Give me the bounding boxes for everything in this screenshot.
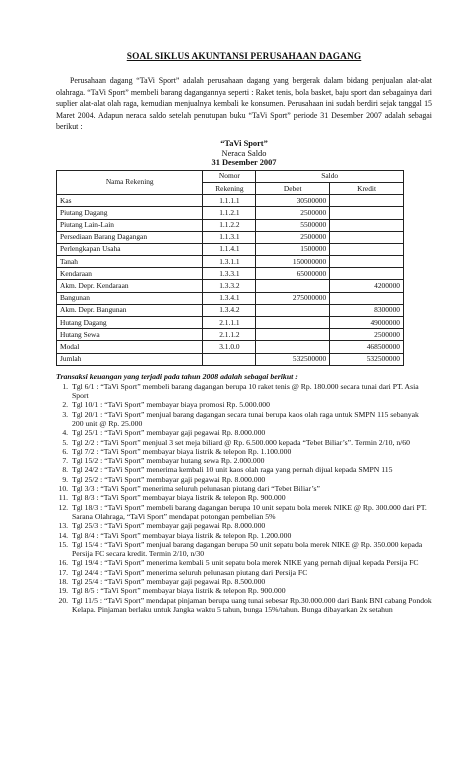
cell-debet: 1500000 <box>256 243 330 255</box>
cell-nama: Perlengkapan Usaha <box>57 243 203 255</box>
cell-debet: 150000000 <box>256 256 330 268</box>
statement-date: 31 Desember 2007 <box>211 158 277 168</box>
list-item: 5. Tgl 2/2 : “TaVi Sport” menjual 3 set meja biliard @ Rp. 6.500.000 kepada “Tebet Biliar’s”. Termin 2/10, n/60 <box>70 438 432 447</box>
table-row <box>57 195 404 207</box>
list-item: 13. Tgl 25/3 : “TaVi Sport” membayar gaji pegawai Rp. 8.000.000 <box>70 521 432 530</box>
cell-nama: Modal <box>57 341 203 353</box>
list-item: 19. Tgl 8/5 : “TaVi Sport” membayar biaya listrik & telepon Rp. 900.000 <box>70 586 432 595</box>
table-row <box>57 353 404 365</box>
table-row <box>57 292 404 304</box>
table-row <box>57 231 404 243</box>
cell-debet <box>256 304 330 316</box>
list-item: 3. Tgl 20/1 : “TaVi Sport” menjual barang dagangan secara tunai berupa kaos olah raga untuk SMPN 115 sebanyak 200 unit @ Rp. 25.000 <box>70 410 432 429</box>
statement-title: Neraca Saldo <box>221 148 267 158</box>
transaction-heading: Transaksi keuangan yang terjadi pada tahun 2008 adalah sebagai berikut : <box>56 371 298 381</box>
cell-debet: 30500000 <box>256 195 330 207</box>
cell-nomor: 3.1.0.0 <box>203 341 256 353</box>
list-item: 7. Tgl 15/2 : “TaVi Sport” membayar hutang sewa Rp. 2.000.000 <box>70 456 432 465</box>
cell-nomor: 1.3.4.2 <box>203 304 256 316</box>
list-item: 18. Tgl 25/4 : “TaVi Sport” membayar gaji pegawai Rp. 8.500.000 <box>70 577 432 586</box>
table-row <box>57 317 404 329</box>
table-row <box>57 280 404 292</box>
cell-debet <box>256 341 330 353</box>
table-row <box>57 329 404 341</box>
list-item: 4. Tgl 25/1 : “TaVi Sport” membayar gaji pegawai Rp. 8.000.000 <box>70 428 432 437</box>
table-row <box>57 268 404 280</box>
company-name: “TaVi Sport” <box>220 138 268 148</box>
list-item: 6. Tgl 7/2 : “TaVi Sport” membayar biaya listrik & telepon Rp. 1.100.000 <box>70 447 432 456</box>
cell-kredit: 8300000 <box>330 304 404 316</box>
table-row <box>57 219 404 231</box>
cell-nomor: 1.3.3.2 <box>203 280 256 292</box>
cell-nomor: 1.1.1.1 <box>203 195 256 207</box>
cell-debet <box>256 317 330 329</box>
cell-kredit: 4200000 <box>330 280 404 292</box>
table-body <box>57 195 404 366</box>
cell-nama: Piutang Lain-Lain <box>57 219 203 231</box>
table-row <box>57 207 404 219</box>
list-item: 20. Tgl 11/5 : “TaVi Sport” mendapat pinjaman berupa uang tunai sebesar Rp.30.000.000 dari Bank BNI cabang Pondok Kelapa. Pinjaman berlaku untuk Jangka waktu 5 tahun, bunga 15%/tahun. Bunga dibayarkan 2x setahun <box>70 596 432 615</box>
cell-debet: 2500000 <box>256 231 330 243</box>
cell-nama: Bangunan <box>57 292 203 304</box>
list-item: 15. Tgl 15/4 : “TaVi Sport” menjual barang dagangan berupa 50 unit sepatu bola merek NIKE @ Rp. 350.000 kepada Persija FC secara kredit. Termin 2/10, n/30 <box>70 540 432 559</box>
cell-nomor: 2.1.1.2 <box>203 329 256 341</box>
cell-nomor: 1.3.4.1 <box>203 292 256 304</box>
cell-nomor: 1.1.2.2 <box>203 219 256 231</box>
cell-kredit <box>330 268 404 280</box>
table-row <box>57 304 404 316</box>
list-item: 8. Tgl 24/2 : “TaVi Sport” menerima kembali 10 unit kaos olah raga yang pernah dijual kepada SMPN 115 <box>70 465 432 474</box>
cell-kredit <box>330 243 404 255</box>
cell-kredit <box>330 256 404 268</box>
cell-nomor: 1.1.2.1 <box>203 207 256 219</box>
cell-kredit <box>330 231 404 243</box>
table-row <box>57 243 404 255</box>
cell-kredit <box>330 292 404 304</box>
cell-nama: Hutang Dagang <box>57 317 203 329</box>
cell-debet <box>256 329 330 341</box>
cell-nomor: 1.3.1.1 <box>203 256 256 268</box>
cell-nomor <box>203 353 256 365</box>
table-header-row <box>57 170 404 182</box>
cell-debet: 65000000 <box>256 268 330 280</box>
cell-kredit: 532500000 <box>330 353 404 365</box>
transaction-list <box>56 382 432 614</box>
cell-debet: 5500000 <box>256 219 330 231</box>
cell-debet: 532500000 <box>256 353 330 365</box>
neraca-saldo-heading <box>56 139 432 168</box>
cell-nama: Persediaan Barang Dagangan <box>57 231 203 243</box>
cell-debet: 275000000 <box>256 292 330 304</box>
cell-kredit: 49000000 <box>330 317 404 329</box>
list-item: 1. Tgl 6/1 : “TaVi Sport” membeli barang dagangan berupa 10 raket tenis @ Rp. 180.000 secara tunai dari PT. Asia Sport <box>70 382 432 401</box>
cell-kredit <box>330 195 404 207</box>
list-item: 2. Tgl 10/1 : “TaVi Sport” membayar biaya promosi Rp. 5.000.000 <box>70 400 432 409</box>
cell-nama: Jumlah <box>57 353 203 365</box>
cell-nama: Kas <box>57 195 203 207</box>
list-item: 17. Tgl 24/4 : “TaVi Sport” menerima seluruh pelunasan piutang dari Persija FC <box>70 568 432 577</box>
cell-kredit: 2500000 <box>330 329 404 341</box>
header-nomor: Nomor <box>203 170 256 182</box>
header-kredit: Kredit <box>330 182 404 194</box>
table-row <box>57 256 404 268</box>
cell-nama: Tanah <box>57 256 203 268</box>
cell-nama: Kendaraan <box>57 268 203 280</box>
header-nama-rekening: Nama Rekening <box>57 170 203 194</box>
cell-kredit: 468500000 <box>330 341 404 353</box>
cell-nomor: 1.1.4.1 <box>203 243 256 255</box>
header-rekening: Rekening <box>203 182 256 194</box>
list-item: 11. Tgl 8/3 : “TaVi Sport” membayar biaya listrik & telepon Rp. 900.000 <box>70 493 432 502</box>
cell-nomor: 1.3.3.1 <box>203 268 256 280</box>
header-debet: Debet <box>256 182 330 194</box>
header-saldo: Saldo <box>256 170 404 182</box>
intro-paragraph: Perusahaan dagang “TaVi Sport” adalah perusahaan dagang yang bergerak dalam bidang penjualan alat-alat olahraga. “TaVi Sport” membeli barang dagangannya seperti : Raket tenis, bola basket, baju sport dan sebagainya dari suplier alat-alat olah raga, kemudian menjualnya kembali ke konsumen. Perusahaan ini sudah berdiri sejak tanggal 15 Maret 2004. Adapun neraca saldo setelah penutupan buku “TaVi Sport” periode 31 Desember 2007 adalah sebagai berikut : <box>56 76 432 132</box>
cell-nama: Hutang Sewa <box>57 329 203 341</box>
table-row <box>57 341 404 353</box>
cell-nomor: 1.1.3.1 <box>203 231 256 243</box>
cell-nama: Piutang Dagang <box>57 207 203 219</box>
list-item: 10. Tgl 3/3 : “TaVi Sport” menerima seluruh pelunasan piutang dari “Tebet Biliar’s” <box>70 484 432 493</box>
list-item: 9. Tgl 25/2 : “TaVi Sport” membayar gaji pegawai Rp. 8.000.000 <box>70 475 432 484</box>
list-item: 12. Tgl 18/3 : “TaVi Sport” membeli barang dagangan berupa 10 unit sepatu bola merek NIKE @ Rp. 300.000 dari PT. Sarana Olahraga, “TaVi Sport” mendapat potongan pembelian 5% <box>70 503 432 522</box>
list-item: 14. Tgl 8/4 : “TaVi Sport” membayar biaya listrik & telepon Rp. 1.200.000 <box>70 531 432 540</box>
list-item: 16. Tgl 19/4 : “TaVi Sport” menerima kembali 5 unit sepatu bola merek NIKE yang pernah dijual kepada Persija FC <box>70 558 432 567</box>
cell-debet <box>256 280 330 292</box>
cell-nama: Akm. Depr. Bangunan <box>57 304 203 316</box>
cell-kredit <box>330 207 404 219</box>
cell-debet: 2500000 <box>256 207 330 219</box>
cell-nomor: 2.1.1.1 <box>203 317 256 329</box>
cell-nama: Akm. Depr. Kendaraan <box>57 280 203 292</box>
document-title: SOAL SIKLUS AKUNTANSI PERUSAHAAN DAGANG <box>126 52 362 62</box>
neraca-saldo-table <box>56 170 404 366</box>
cell-kredit <box>330 219 404 231</box>
